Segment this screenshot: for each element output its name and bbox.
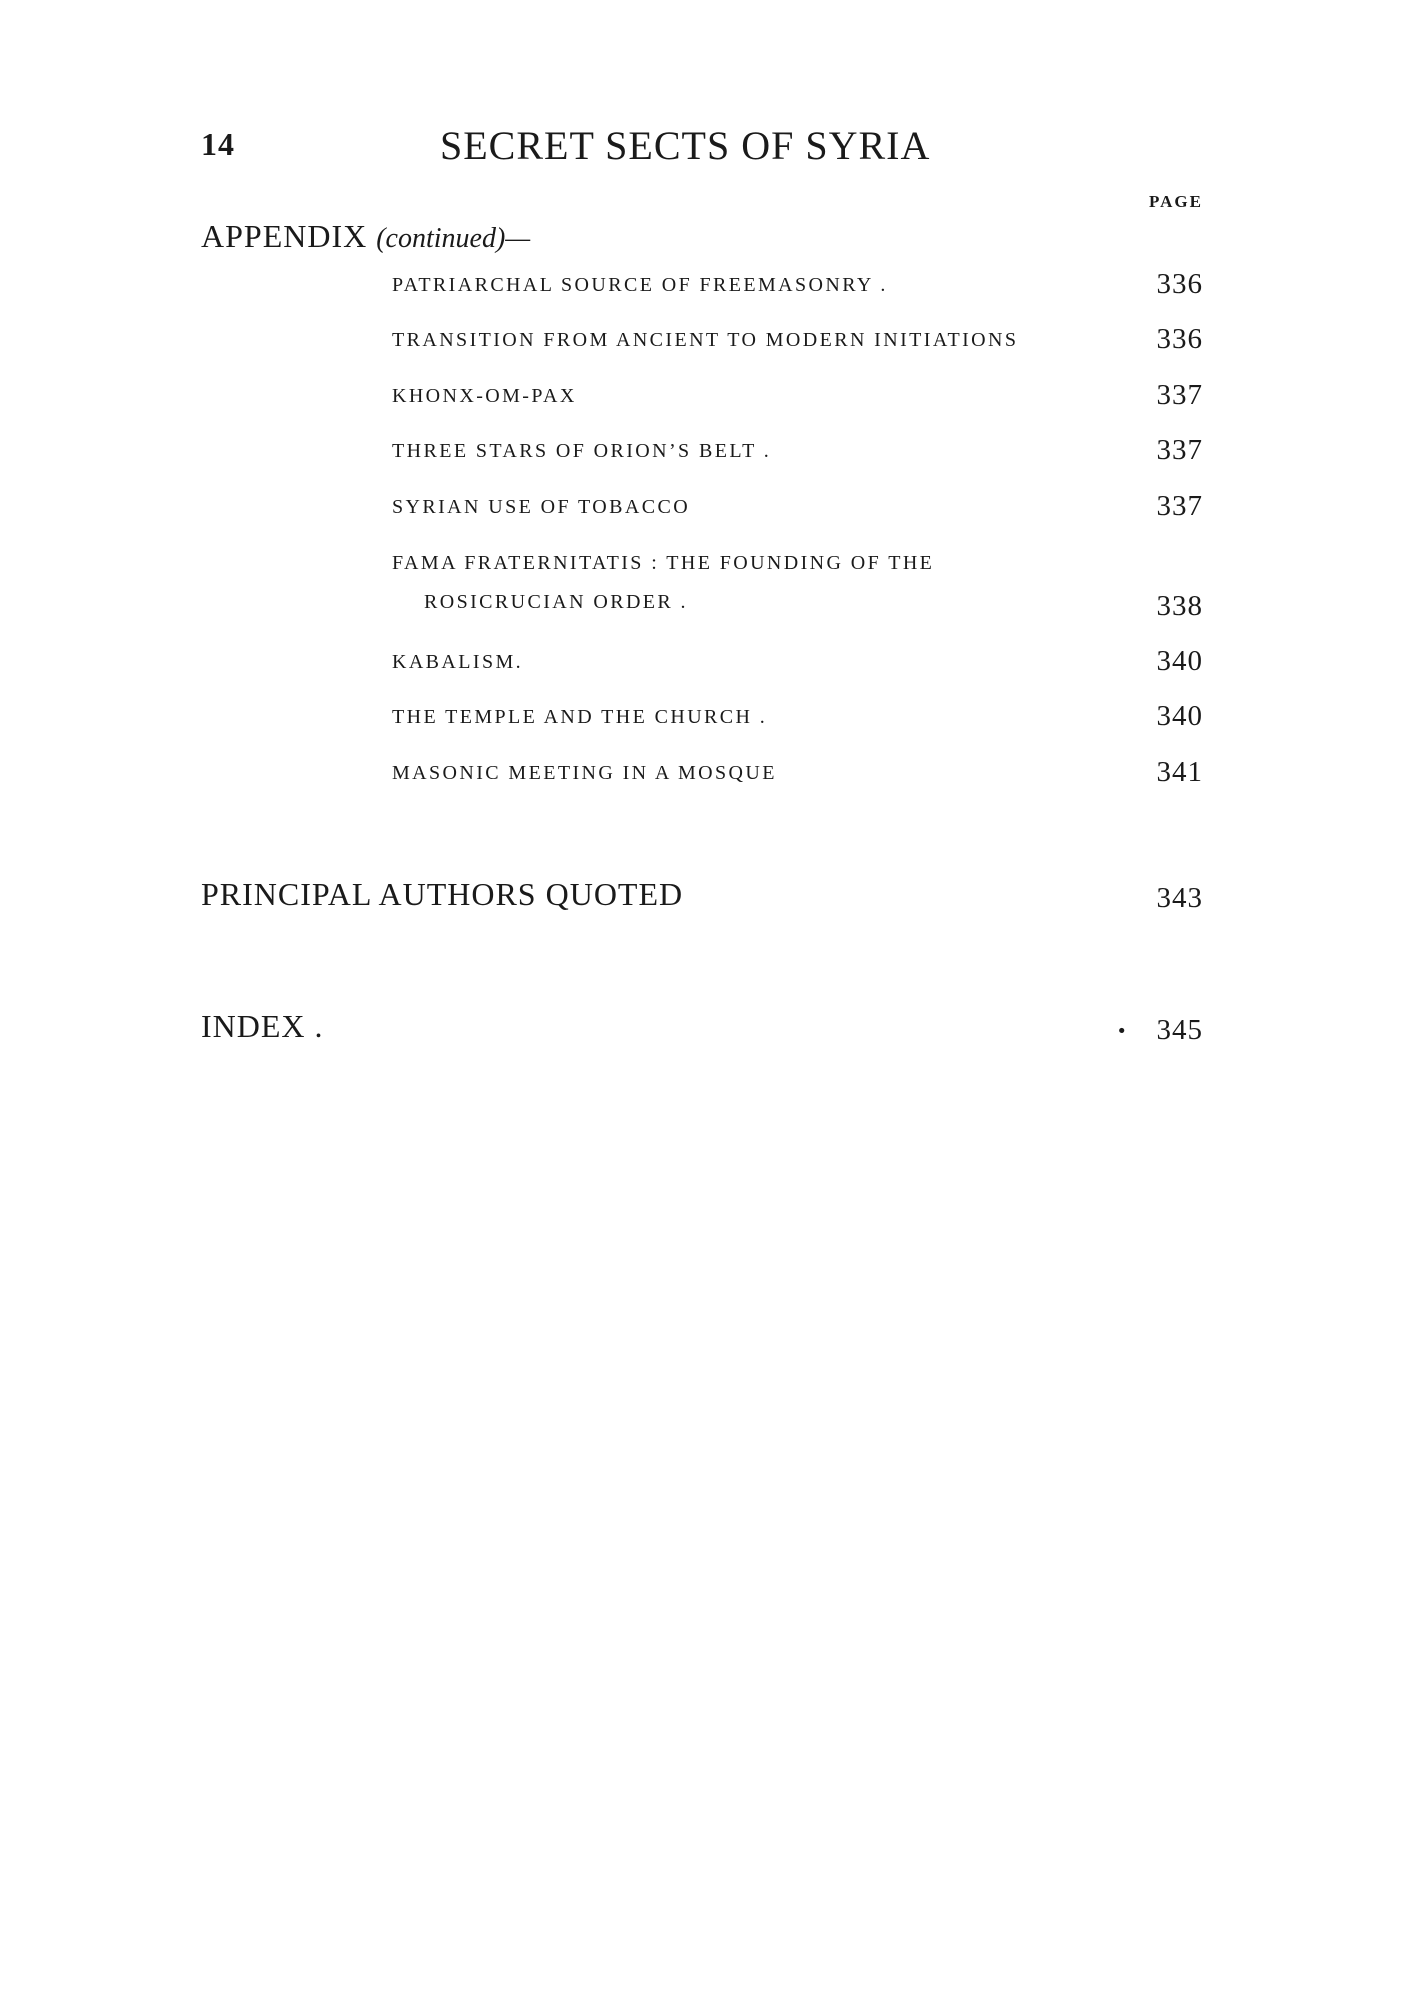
- toc-entry-title: THREE STARS OF ORION’S BELT .: [392, 440, 772, 462]
- title-word: FRATERNITATIS :: [464, 552, 660, 574]
- toc-entry: [392, 546, 1203, 626]
- leader-dot: ·: [1116, 1012, 1127, 1048]
- toc-entry-page: 338: [1156, 590, 1203, 622]
- toc-section: [201, 876, 1203, 924]
- toc-entry: [392, 756, 1203, 796]
- toc-entry-title-line-2: ROSICRUCIAN ORDER .: [424, 591, 688, 613]
- toc-entry: [392, 434, 1203, 474]
- title-word: FAMA: [392, 552, 457, 574]
- toc-entry-title: PATRIARCHAL SOURCE OF FREEMASONRY .: [392, 274, 888, 296]
- toc-section-title: INDEX .: [201, 1008, 324, 1044]
- toc-entry: [392, 645, 1203, 685]
- toc-entry-title-line-1: [392, 552, 1122, 575]
- toc-entry: [392, 268, 1203, 308]
- appendix-heading-label: APPENDIX: [201, 218, 368, 254]
- toc-entry-title: [392, 552, 1122, 614]
- toc-entry-page: 341: [1156, 756, 1203, 788]
- toc-entry-page: 337: [1156, 379, 1203, 411]
- toc-entry-title: MASONIC MEETING IN A MOSQUE: [392, 762, 777, 784]
- title-word: FOUNDING: [719, 552, 844, 574]
- page-column-label: PAGE: [1149, 192, 1203, 211]
- toc-section-page: 345: [1156, 1014, 1203, 1046]
- toc-entry-page: 336: [1156, 268, 1203, 300]
- toc-entry: [392, 700, 1203, 740]
- title-word: THE: [888, 552, 935, 574]
- toc-entry: [392, 490, 1203, 530]
- toc-entry-title: SYRIAN USE OF TOBACCO: [392, 496, 691, 518]
- appendix-heading: [201, 218, 530, 255]
- toc-entry-page: 337: [1156, 434, 1203, 466]
- running-page-number: 14: [201, 126, 235, 162]
- toc-entry-title: KHONX-OM-PAX: [392, 385, 577, 407]
- toc-entry-page: 336: [1156, 323, 1203, 355]
- toc-entry-title: KABALISM.: [392, 651, 524, 673]
- toc-section: [201, 1008, 1203, 1056]
- toc-entry-page: 340: [1156, 645, 1203, 677]
- toc-entry: [392, 323, 1203, 363]
- toc-section-title: PRINCIPAL AUTHORS QUOTED: [201, 876, 684, 912]
- title-word: OF: [850, 552, 882, 574]
- toc-entry-title: THE TEMPLE AND THE CHURCH .: [392, 706, 768, 728]
- toc-entry-title: TRANSITION FROM ANCIENT TO MODERN INITIATIONS: [392, 329, 1019, 351]
- toc-entry: [392, 379, 1203, 419]
- toc-entry-page: 340: [1156, 700, 1203, 732]
- running-title: SECRET SECTS OF SYRIA: [440, 123, 931, 168]
- title-word: THE: [666, 552, 713, 574]
- toc-section-page: 343: [1156, 882, 1203, 914]
- appendix-continued-label: (continued)—: [376, 223, 531, 254]
- toc-entry-page: 337: [1156, 490, 1203, 522]
